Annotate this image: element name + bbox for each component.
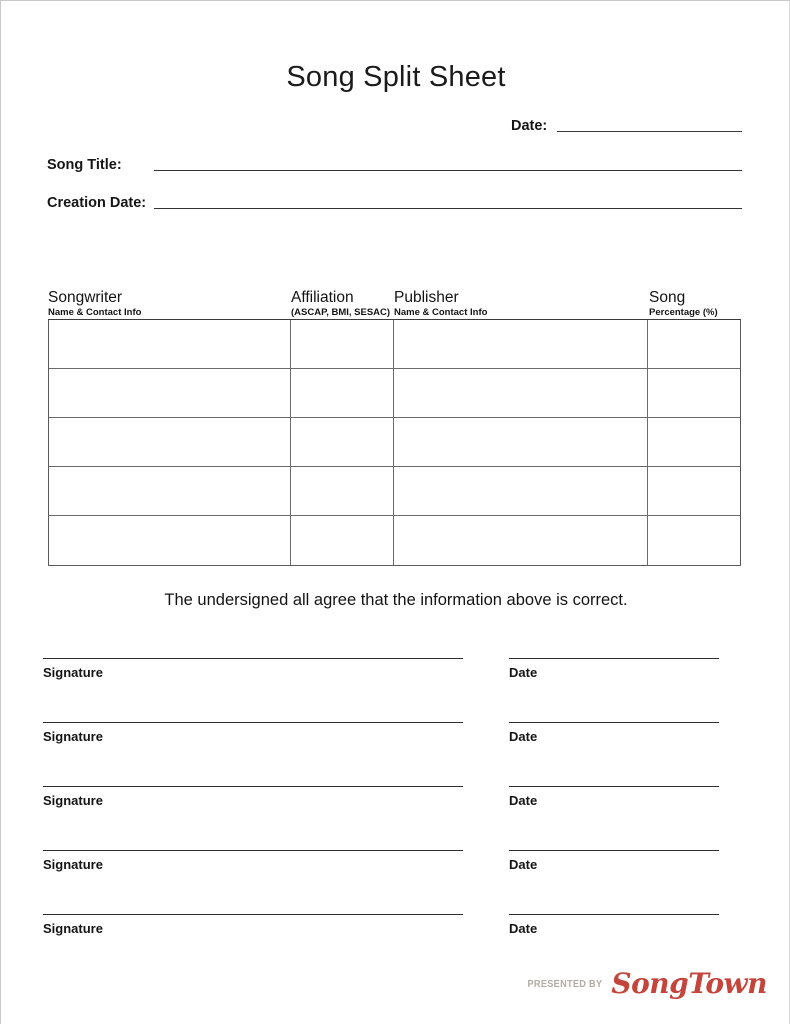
table-row (49, 320, 740, 369)
table-row (49, 516, 740, 565)
date-input[interactable] (557, 130, 742, 132)
cell-affiliation[interactable] (291, 369, 394, 417)
signature-date-input[interactable] (509, 786, 719, 787)
signature-date-input[interactable] (509, 850, 719, 851)
signature-date-label: Date (509, 857, 538, 872)
column-header-song-percentage (649, 290, 741, 319)
cell-percentage[interactable] (648, 467, 740, 515)
footer-branding (521, 967, 767, 1000)
signature-date-input[interactable] (509, 914, 719, 915)
cell-affiliation[interactable] (291, 467, 394, 515)
column-header-affiliation-title: Affiliation (291, 289, 354, 306)
cell-songwriter[interactable] (49, 418, 291, 466)
signature-date-label: Date (509, 665, 538, 680)
column-header-song-percentage-title: Song (649, 289, 686, 306)
cell-publisher[interactable] (394, 418, 648, 466)
presented-by-label: PRESENTED BY (527, 978, 603, 990)
cell-percentage[interactable] (648, 320, 740, 368)
column-header-affiliation (291, 290, 394, 319)
song-title-field-row (47, 158, 742, 173)
creation-date-input[interactable] (154, 207, 742, 209)
table-row (49, 418, 740, 467)
cell-affiliation[interactable] (291, 418, 394, 466)
signature-input[interactable] (43, 658, 463, 659)
cell-publisher[interactable] (394, 320, 648, 368)
table-body (48, 319, 741, 566)
column-header-song-percentage-subtitle: Percentage (%) (649, 307, 718, 319)
signature-input[interactable] (43, 850, 463, 851)
cell-affiliation[interactable] (291, 516, 394, 565)
signature-label: Signature (43, 857, 103, 872)
page-title: Song Split Sheet (286, 61, 506, 93)
agreement-statement: The undersigned all agree that the information above is correct. (164, 591, 628, 609)
creation-date-label: Creation Date: (47, 195, 147, 211)
signature-date-label: Date (509, 793, 538, 808)
signature-row (41, 658, 741, 722)
signature-label: Signature (43, 793, 103, 808)
signature-input[interactable] (43, 786, 463, 787)
signature-date-input[interactable] (509, 658, 719, 659)
cell-publisher[interactable] (394, 369, 648, 417)
split-table (48, 290, 741, 566)
signature-row (41, 786, 741, 850)
column-header-songwriter-title: Songwriter (48, 289, 123, 306)
table-row (49, 369, 740, 418)
cell-percentage[interactable] (648, 516, 740, 565)
date-field-row (511, 119, 742, 134)
signature-label: Signature (43, 665, 103, 680)
column-header-songwriter (48, 290, 291, 319)
cell-affiliation[interactable] (291, 320, 394, 368)
table-row (49, 467, 740, 516)
signature-label: Signature (43, 729, 103, 744)
signature-block (41, 658, 741, 978)
song-title-label: Song Title: (47, 157, 122, 173)
cell-percentage[interactable] (648, 418, 740, 466)
column-header-songwriter-subtitle: Name & Contact Info (48, 307, 142, 319)
cell-publisher[interactable] (394, 467, 648, 515)
signature-label: Signature (43, 921, 103, 936)
cell-songwriter[interactable] (49, 516, 291, 565)
cell-songwriter[interactable] (49, 320, 291, 368)
signature-input[interactable] (43, 722, 463, 723)
column-header-publisher-title: Publisher (394, 289, 459, 306)
signature-date-input[interactable] (509, 722, 719, 723)
songtown-logo: SongTown (611, 967, 767, 1000)
date-label: Date: (511, 118, 548, 134)
cell-songwriter[interactable] (49, 467, 291, 515)
signature-input[interactable] (43, 914, 463, 915)
cell-songwriter[interactable] (49, 369, 291, 417)
signature-row (41, 850, 741, 914)
cell-percentage[interactable] (648, 369, 740, 417)
signature-date-label: Date (509, 729, 538, 744)
signature-row (41, 722, 741, 786)
song-title-input[interactable] (154, 169, 742, 171)
signature-date-label: Date (509, 921, 538, 936)
column-header-publisher (394, 290, 649, 319)
column-header-affiliation-subtitle: (ASCAP, BMI, SESAC) (291, 307, 391, 319)
creation-date-field-row (47, 196, 742, 211)
cell-publisher[interactable] (394, 516, 648, 565)
table-header-row (48, 290, 741, 319)
column-header-publisher-subtitle: Name & Contact Info (394, 307, 488, 319)
